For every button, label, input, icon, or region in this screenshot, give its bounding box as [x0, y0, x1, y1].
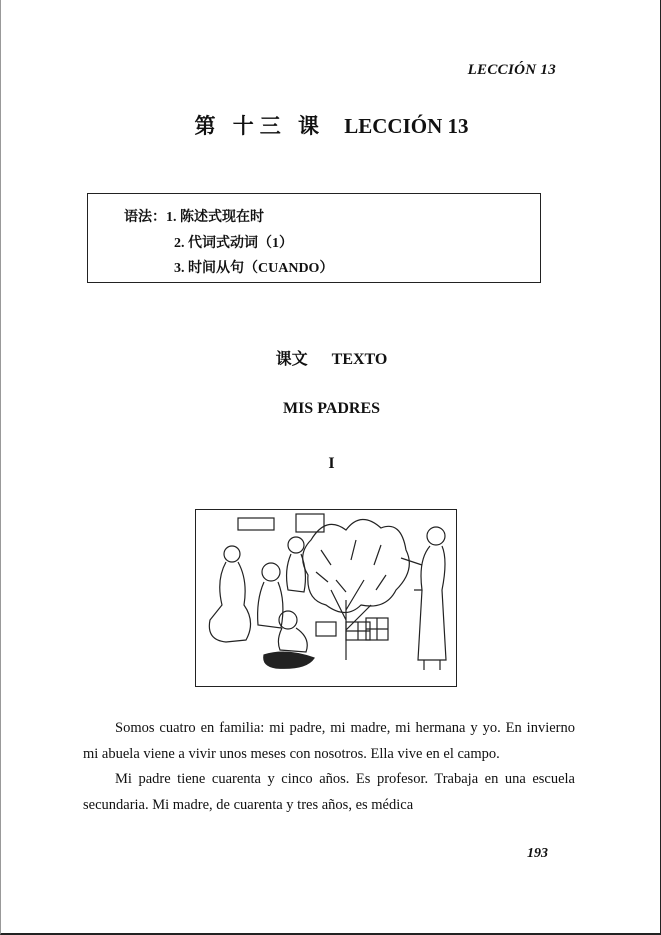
- grammar-item-3: 3. 时间从句（CUANDO）: [174, 261, 334, 276]
- grammar-item-2: 2. 代词式动词（1）: [174, 236, 293, 251]
- lesson-title-chinese: 第 十三 课: [194, 114, 325, 138]
- page-number: 193: [527, 846, 548, 861]
- family-illustration: [195, 509, 457, 687]
- running-head: LECCIÓN 13: [467, 62, 556, 78]
- lesson-title: [1, 110, 661, 140]
- text-title: MIS PADRES: [282, 400, 381, 417]
- body-text: [83, 716, 575, 818]
- part-number: I: [328, 455, 335, 472]
- grammar-item-1: 语法：1. 陈述式现在时: [124, 210, 264, 225]
- paragraph-1: Somos cuatro en familia: mi padre, mi madre, mi hermana y yo. En invierno mi abuela viene a vivir unos meses con nosotros. Ella vive en el campo.: [83, 720, 575, 762]
- section-title-chinese: 课文: [275, 351, 308, 368]
- lesson-title-spanish: LECCIÓN 13: [344, 114, 469, 138]
- section-title: [1, 346, 661, 369]
- paragraph-2: Mi padre tiene cuarenta y cinco años. Es profesor. Trabaja en una escuela secundaria. Mi madre, de cuarenta y tres años, es médica: [83, 771, 575, 813]
- section-title-spanish: TEXTO: [331, 351, 388, 368]
- family-drawing-icon: [196, 510, 456, 686]
- grammar-box: [87, 193, 541, 283]
